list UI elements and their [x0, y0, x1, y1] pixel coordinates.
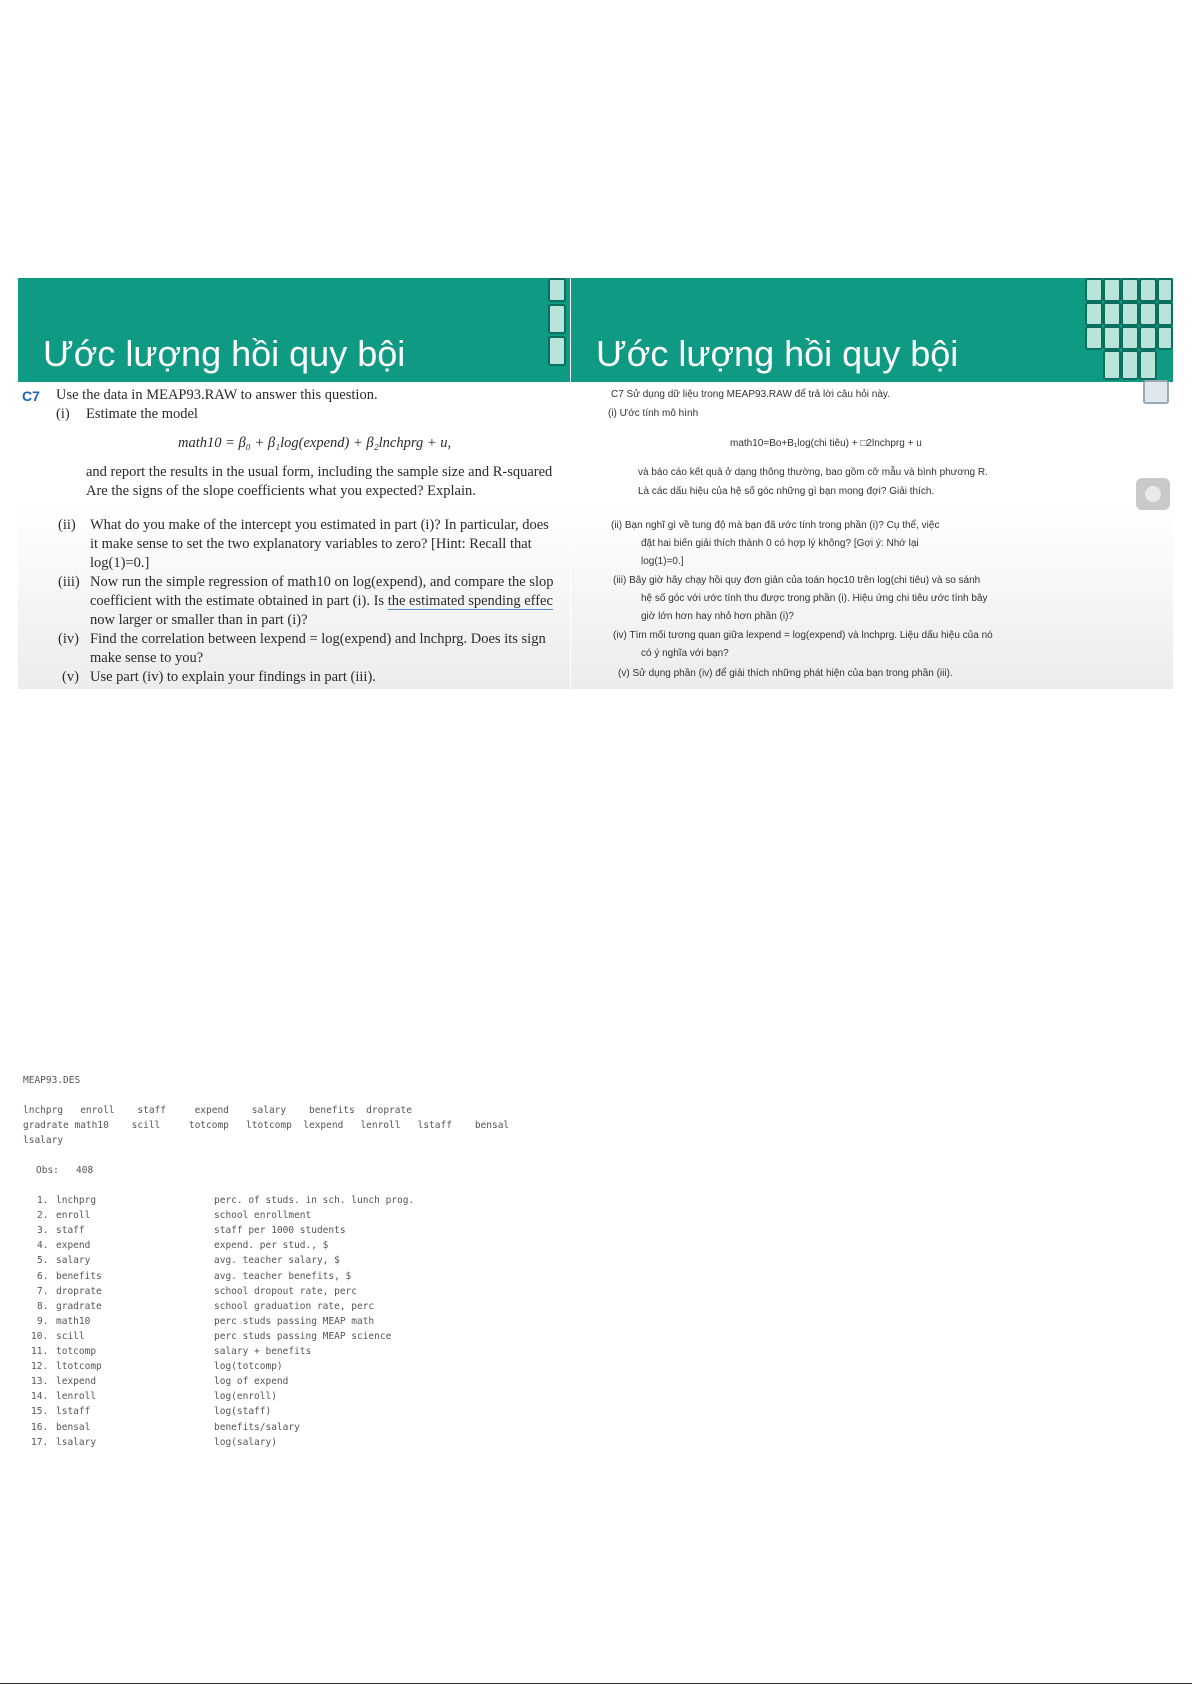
- variable-name: gradrate: [56, 1300, 102, 1312]
- variable-name: totcomp: [56, 1346, 97, 1357]
- variable-name: lexpend: [56, 1376, 97, 1388]
- variable-description: avg. teacher salary, $: [214, 1255, 340, 1267]
- des-variable-line-3: lsalary: [23, 1135, 64, 1146]
- part-ii-line-1: What do you make of the intercept you estimated in part (i)? In particular, does: [90, 517, 549, 533]
- part-v-number: (v): [62, 669, 79, 685]
- variable-number: 4.: [37, 1240, 49, 1252]
- variable-number: 11.: [31, 1346, 49, 1357]
- exercise-intro: Use the data in MEAP93.RAW to answer this question.: [56, 387, 378, 403]
- part-ii-line-3: log(1)=0.]: [641, 556, 684, 567]
- variable-name: bensal: [56, 1421, 91, 1433]
- part-iv-line-1: Find the correlation between lexpend = log(expend) and lnchprg. Does its sign: [90, 631, 546, 647]
- slide-title: Ước lượng hồi quy bội: [43, 333, 406, 374]
- part-v-text: (v) Sử dụng phần (iv) để giải thích những phát hiện của bạn trong phần (iii).: [618, 668, 953, 679]
- variable-name: lnchprg: [56, 1195, 97, 1206]
- variable-number: 7.: [37, 1285, 49, 1297]
- variable-description: log(totcomp): [214, 1361, 283, 1373]
- variable-name: expend: [56, 1240, 91, 1252]
- variable-number: 5.: [37, 1255, 49, 1267]
- variable-description: staff per 1000 students: [214, 1225, 346, 1237]
- part-iii-line-1: Now run the simple regression of math10 on log(expend), and compare the slop: [90, 574, 554, 590]
- part-i-text: Estimate the model: [86, 406, 198, 422]
- variable-description: school enrollment: [214, 1210, 312, 1222]
- part-iii-line-2: hệ số góc với ước tính thu được trong phần (i). Hiệu ứng chi tiêu ước tính bây: [641, 593, 988, 604]
- variable-description: perc studs passing MEAP math: [214, 1315, 375, 1327]
- variable-number: 2.: [37, 1210, 49, 1222]
- variable-name: ltotcomp: [56, 1361, 102, 1373]
- variable-name: benefits: [56, 1270, 102, 1282]
- variable-description: salary + benefits: [214, 1346, 312, 1357]
- variable-number: 3.: [37, 1225, 49, 1237]
- part-iv-line-1: (iv) Tìm mối tương quan giữa lexpend = log(expend) và lnchprg. Liệu dấu hiệu của nó: [613, 630, 993, 641]
- part-v-text: Use part (iv) to explain your findings in part (iii).: [90, 669, 376, 685]
- des-variable-line-1: lnchprg enroll staff expend salary benefits droprate: [23, 1105, 412, 1116]
- des-file-name: MEAP93.DES: [23, 1075, 81, 1086]
- variable-name: salary: [56, 1255, 91, 1267]
- variable-number: 12.: [31, 1361, 49, 1373]
- variable-number: 9.: [37, 1315, 49, 1327]
- variable-description: perc studs passing MEAP science: [214, 1330, 392, 1342]
- variable-name: scill: [56, 1330, 85, 1342]
- variable-description: log(salary): [214, 1436, 277, 1448]
- variable-description: log of expend: [214, 1376, 289, 1388]
- report-line-2: Are the signs of the slope coefficients what you expected? Explain.: [86, 483, 476, 499]
- variable-name: droprate: [56, 1285, 102, 1297]
- report-line-2: Là các dấu hiệu của hệ số góc những gì bạn mong đợi? Giải thích.: [638, 486, 935, 497]
- exercise-label: C7: [22, 388, 40, 404]
- report-line-1: and report the results in the usual form, including the sample size and R-squared: [86, 464, 553, 480]
- variable-description: log(enroll): [214, 1391, 277, 1403]
- part-iii-line-1: (iii) Bây giờ hãy chạy hồi quy đơn giản của toán học10 trên log(chi tiêu) và so sánh: [613, 575, 981, 586]
- variable-number: 13.: [31, 1376, 49, 1388]
- variable-number: 16.: [31, 1421, 49, 1433]
- part-iii-line-2b: the estimated spending effec: [387, 593, 553, 609]
- variable-name: enroll: [56, 1210, 91, 1222]
- model-equation: math10 = β₀ + β₁log(expend) + β₂lnchprg + u,: [178, 435, 452, 451]
- variable-name: lenroll: [56, 1391, 97, 1403]
- part-ii-line-2: đặt hai biến giải thích thành 0 có hợp lý không? [Gợi ý: Nhớ lại: [641, 538, 919, 549]
- variable-number: 1.: [37, 1195, 49, 1206]
- variable-name: math10: [56, 1315, 91, 1327]
- part-ii-line-1: (ii) Bạn nghĩ gì về tung độ mà bạn đã ước tính trong phần (i)? Cụ thể, việc: [611, 520, 940, 531]
- part-ii-line-3: log(1)=0.]: [90, 555, 150, 571]
- exercise-intro: C7 Sử dụng dữ liệu trong MEAP93.RAW để trả lời câu hỏi này.: [611, 389, 890, 400]
- part-ii-line-2: it make sense to set the two explanatory variables to zero? [Hint: Recall that: [90, 536, 532, 552]
- page-bottom-rule: [0, 1683, 1192, 1684]
- variable-description: school graduation rate, perc: [214, 1300, 375, 1312]
- scroll-button[interactable]: [1136, 478, 1170, 510]
- slide-title: Ước lượng hồi quy bội: [596, 333, 959, 374]
- des-variable-line-2: gradrate math10 scill totcomp ltotcomp lexpend lenroll lstaff bensal: [23, 1120, 510, 1131]
- variable-description: benefits/salary: [214, 1421, 300, 1433]
- slide-banner: [571, 278, 1173, 382]
- variable-name: lsalary: [56, 1436, 97, 1448]
- variable-description: avg. teacher benefits, $: [214, 1270, 352, 1282]
- part-ii-number: (ii): [58, 517, 76, 533]
- des-observations: Obs: 408: [36, 1165, 94, 1176]
- variable-number: 15.: [31, 1406, 49, 1418]
- part-iv-line-2: make sense to you?: [90, 650, 204, 666]
- variable-name: lstaff: [56, 1406, 91, 1418]
- part-iii-line-2: [90, 593, 553, 610]
- variable-description: perc. of studs. in sch. lunch prog.: [214, 1195, 415, 1206]
- part-i-text: (i) Ước tính mô hình: [608, 408, 699, 419]
- slide-english: [18, 278, 570, 689]
- variable-description: expend. per stud., $: [214, 1240, 329, 1252]
- model-equation: math10=Bo+B₁log(chi tiêu) + □2lnchprg + u: [730, 438, 922, 449]
- part-i-number: (i): [56, 406, 70, 422]
- part-iv-number: (iv): [58, 631, 79, 647]
- slide-banner: [18, 278, 570, 382]
- part-iii-line-3: giờ lớn hơn hay nhỏ hơn phần (i)?: [641, 611, 794, 622]
- part-iii-line-3: now larger or smaller than in part (i)?: [90, 612, 308, 628]
- variable-description: log(staff): [214, 1406, 272, 1418]
- variable-description: school dropout rate, perc: [214, 1285, 357, 1297]
- part-iii-line-2a: coefficient with the estimate obtained in part (i). Is: [90, 593, 388, 609]
- variable-number: 6.: [37, 1270, 49, 1282]
- variable-number: 8.: [37, 1300, 49, 1312]
- slide-vietnamese: [571, 278, 1173, 689]
- part-iv-line-2: có ý nghĩa với bạn?: [641, 648, 729, 659]
- report-line-1: và báo cáo kết quả ở dạng thông thường, bao gồm cỡ mẫu và bình phương R.: [638, 467, 988, 478]
- variable-number: 14.: [31, 1391, 49, 1403]
- variable-name: staff: [56, 1225, 85, 1237]
- variable-number: 10.: [31, 1330, 49, 1342]
- calculator-key-icon: [1143, 380, 1169, 404]
- variable-number: 17.: [31, 1436, 49, 1448]
- part-iii-number: (iii): [58, 574, 80, 590]
